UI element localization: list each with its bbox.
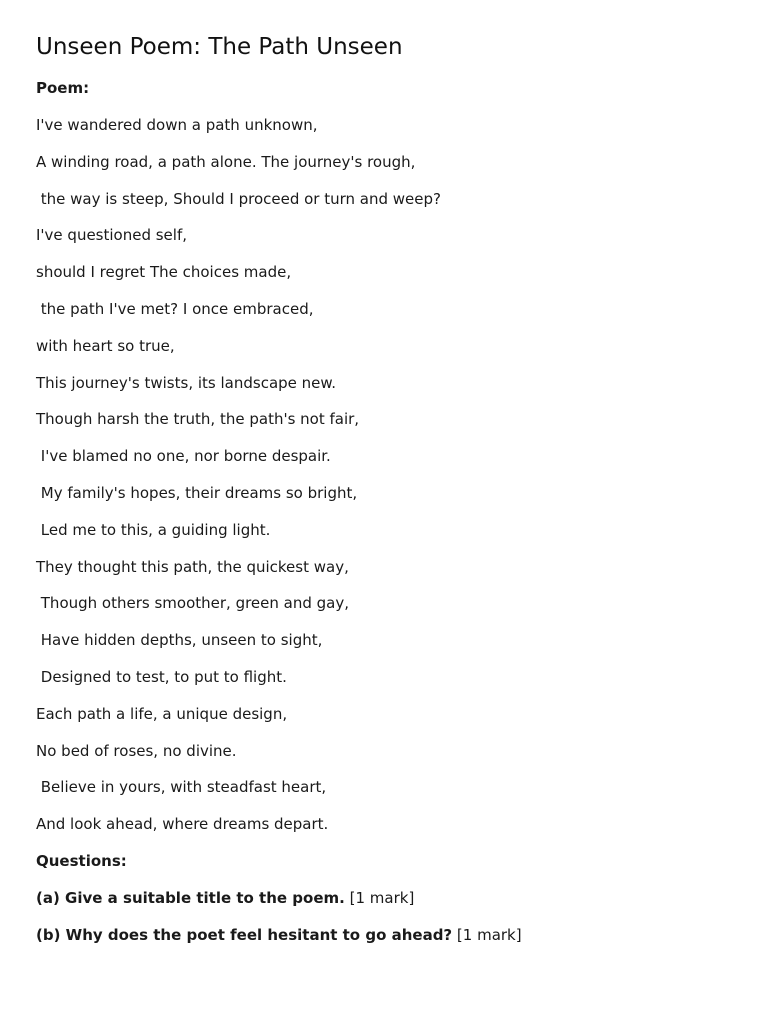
poem-line: Led me to this, a guiding light. <box>36 520 271 539</box>
poem-line: Have hidden depths, unseen to sight, <box>36 631 323 650</box>
poem-line: Though harsh the truth, the path's not fair, <box>36 410 360 429</box>
poem-line: My family's hopes, their dreams so bright, <box>36 483 358 502</box>
question-item <box>36 888 732 908</box>
question-marks: [1 mark] <box>456 925 522 944</box>
poem-line: And look ahead, where dreams depart. <box>36 815 329 834</box>
poem-line: Believe in yours, with steadfast heart, <box>36 778 327 797</box>
poem-body <box>36 115 732 834</box>
page-title: Unseen Poem: The Path Unseen <box>36 34 403 60</box>
question-item <box>36 925 732 945</box>
question-text: (b) Why does the poet feel hesitant to go ahead? <box>36 925 453 944</box>
poem-line: Designed to test, to put to flight. <box>36 667 287 686</box>
poem-line: I've blamed no one, nor borne despair. <box>36 447 331 466</box>
questions-list <box>36 888 732 945</box>
poem-line: the path I've met? I once embraced, <box>36 299 314 318</box>
poem-line: should I regret The choices made, <box>36 263 292 282</box>
poem-line: the way is steep, Should I proceed or turn and weep? <box>36 189 441 208</box>
poem-line: I've wandered down a path unknown, <box>36 116 318 134</box>
poem-line: They thought this path, the quickest way, <box>36 557 349 576</box>
question-text: (a) Give a suitable title to the poem. <box>36 888 345 907</box>
poem-line: No bed of roses, no divine. <box>36 741 237 760</box>
poem-line: with heart so true, <box>36 336 175 355</box>
poem-line: I've questioned self, <box>36 226 188 245</box>
question-marks: [1 mark] <box>349 888 415 907</box>
poem-line: Each path a life, a unique design, <box>36 704 288 723</box>
poem-line: A winding road, a path alone. The journey's rough, <box>36 152 416 171</box>
questions-label: Questions: <box>36 851 127 870</box>
poem-line: This journey's twists, its landscape new. <box>36 373 337 392</box>
poem-label: Poem: <box>36 79 90 97</box>
poem-line: Though others smoother, green and gay, <box>36 594 350 613</box>
